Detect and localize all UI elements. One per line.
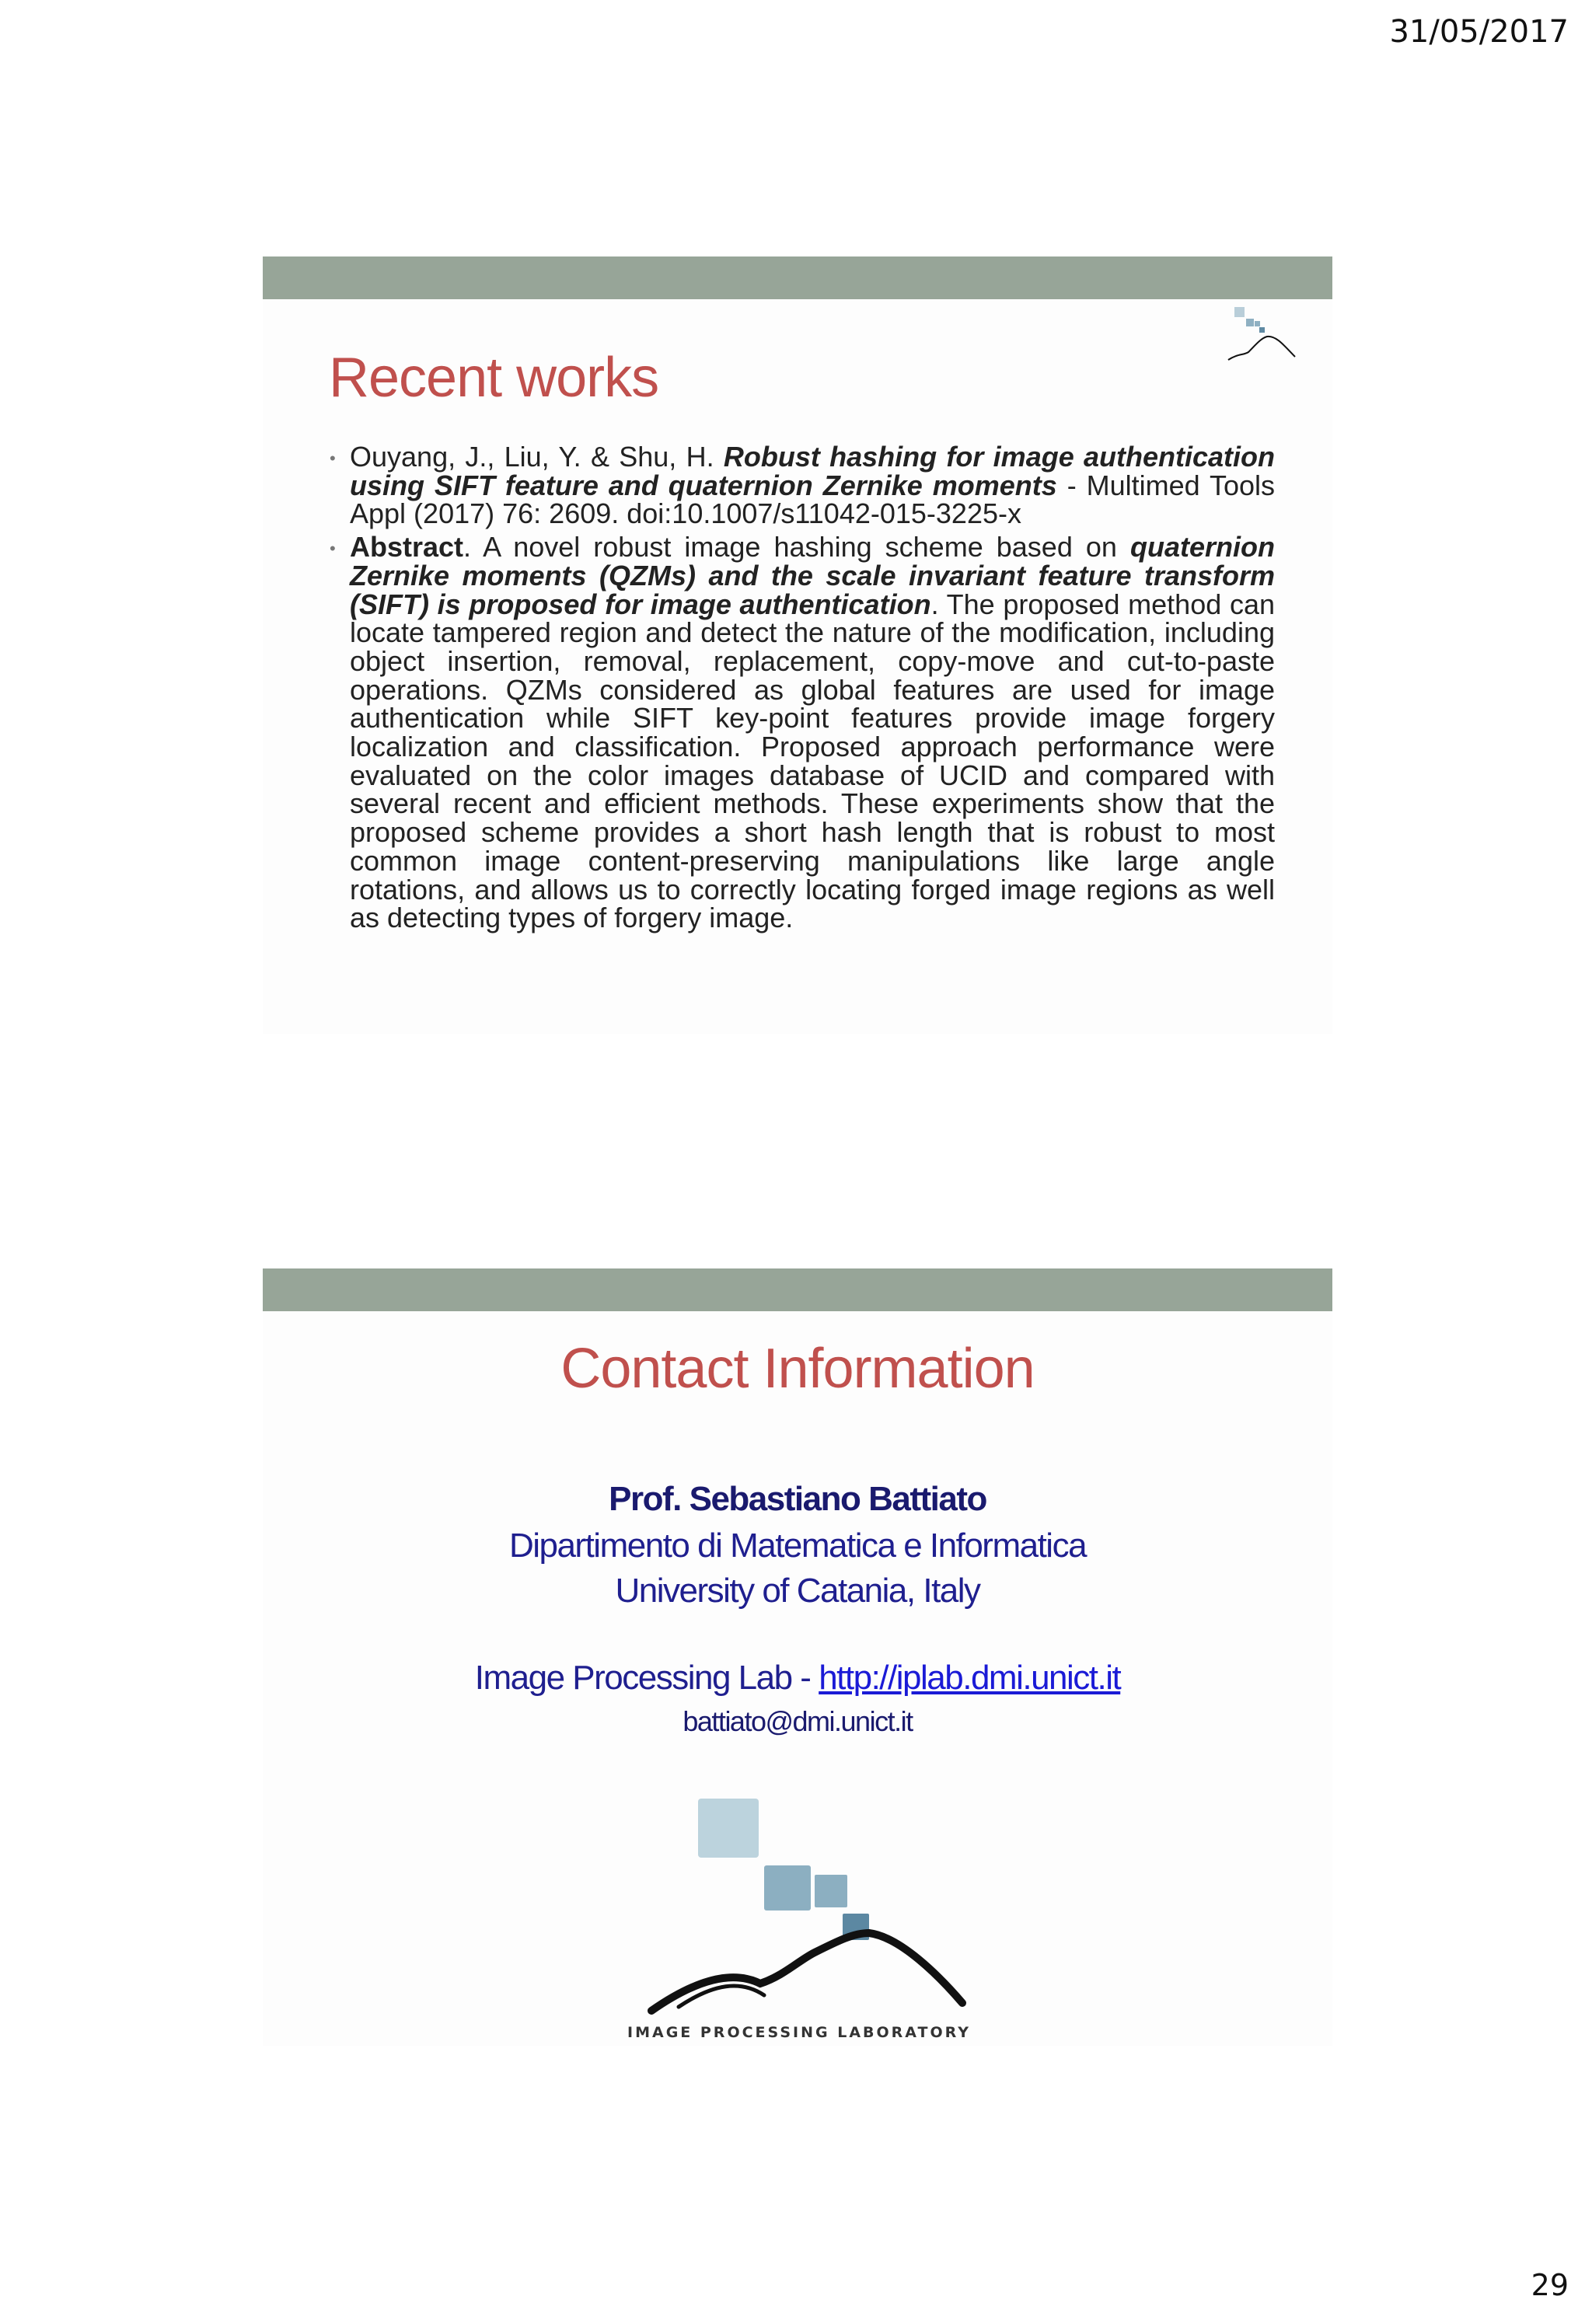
abstract-label: Abstract — [350, 531, 464, 564]
page-date: 31/05/2017 — [1389, 14, 1569, 50]
bullet-icon: • — [330, 539, 336, 559]
ref-source: - Multimed Tools Appl (2017) 76: 2609. doi:10.1007/s11042-015-3225-x — [350, 469, 1275, 530]
page-number: 29 — [1531, 2268, 1569, 2302]
contact-lab — [263, 1659, 1332, 1698]
reference-item — [330, 441, 1276, 530]
contact-university: University of Catania, Italy — [615, 1572, 980, 1610]
abstract-lead: . A novel robust image hashing scheme based on — [463, 531, 1130, 564]
slide-title: Contact Information — [560, 1338, 1035, 1400]
iplab-logo-icon — [1227, 307, 1297, 365]
slide-contact-information — [263, 1268, 1332, 2046]
iplab-logo — [605, 1797, 993, 2046]
lab-prefix: Image Processing Lab - — [474, 1659, 819, 1697]
slide-header-bar — [263, 256, 1332, 299]
abstract-body: . The proposed method can locate tampered region and detect the nature of the modification, including object insertion, removal, replacement, copy-move and cut-to-paste operations. QZMs considered as global features are used for image authentication while SIFT key-point features provide image forgery localization and classification. Proposed approach performance were evaluated on the color images database of UCID and compared with several recent and efficient methods. These experiments show that the proposed scheme provides a short hash length that is robust to most common image content-preserving manipulations like large angle rotations, and allows us to correctly locating forged image regions as well as detecting types of forgery image. — [350, 588, 1275, 934]
slide-recent-works — [263, 256, 1332, 1034]
abstract-item — [330, 531, 1275, 934]
lab-url-link[interactable]: http://iplab.dmi.unict.it — [819, 1659, 1121, 1697]
ref-paper-title: Robust hashing for image authentication using SIFT feature and quaternion Zernike moments — [350, 441, 1276, 501]
bullet-icon: • — [330, 448, 336, 468]
contact-email: battiato@dmi.unict.it — [683, 1705, 913, 1737]
logo-text: IMAGE PROCESSING LABORATORY — [627, 2024, 971, 2041]
abstract-emphasis: quaternion Zernike moments (QZMs) and the scale invariant feature transform (SIFT) is proposed for image authentication — [350, 531, 1275, 620]
slide-header-bar — [263, 1268, 1332, 1311]
slide-title: Recent works — [329, 347, 659, 409]
iplab-logo-icon — [605, 1797, 993, 2022]
contact-name: Prof. Sebastiano Battiato — [609, 1480, 986, 1518]
contact-department: Dipartimento di Matematica e Informatica — [508, 1527, 1087, 1565]
bullet-list — [330, 441, 1276, 937]
ref-authors: Ouyang, J., Liu, Y. & Shu, H. — [350, 441, 724, 473]
